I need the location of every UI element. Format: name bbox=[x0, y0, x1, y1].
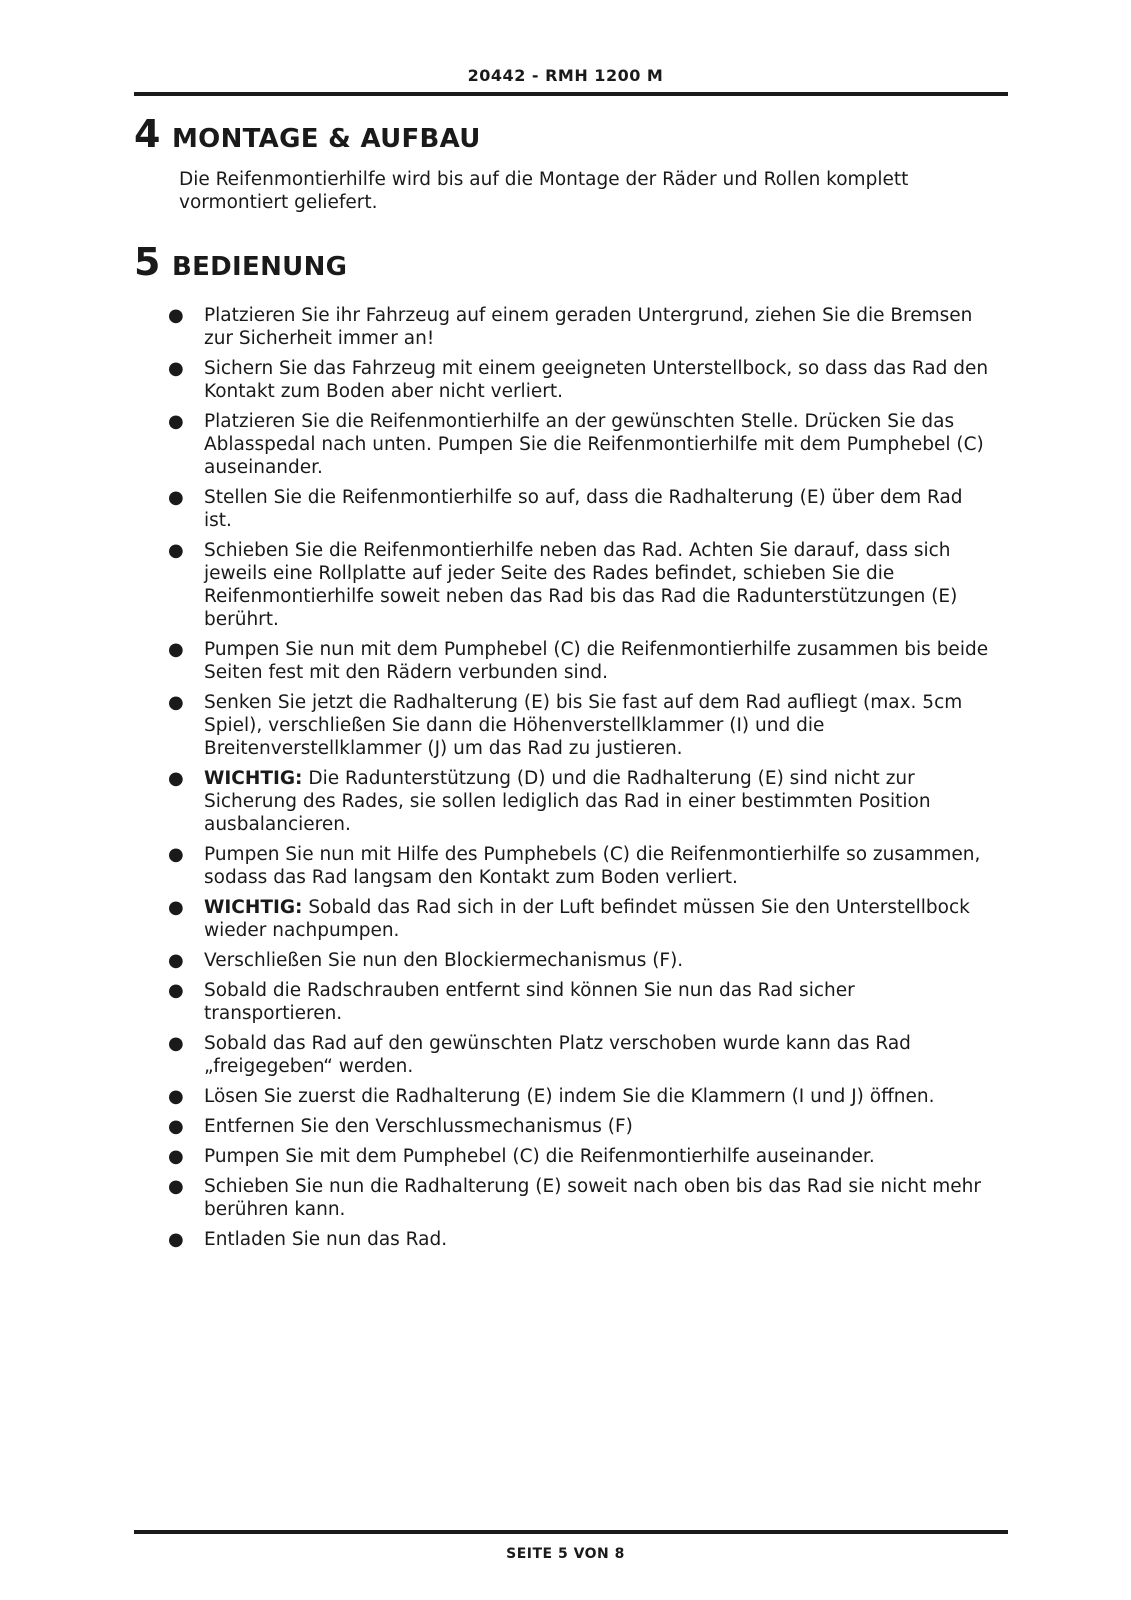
page-number: SEITE 5 VON 8 bbox=[506, 1546, 625, 1562]
list-item bbox=[134, 896, 994, 942]
list-item-text: Pumpen Sie nun mit Hilfe des Pumphebels (C) die Reifenmontierhilfe so zusammen, sodass das Rad langsam den Kontakt zum Boden verliert. bbox=[204, 844, 981, 888]
bullet-icon: ● bbox=[168, 1146, 184, 1167]
section-number: 4 bbox=[134, 112, 161, 156]
list-item-text: Platzieren Sie die Reifenmontierhilfe an der gewünschten Stelle. Drücken Sie das Ablasspedal nach unten. Pumpen Sie die Reifenmontierhilfe mit dem Pumphebel (C) auseinander. bbox=[204, 411, 984, 478]
document-header-title: 20442 - RMH 1200 M bbox=[467, 66, 664, 85]
important-label: WICHTIG: bbox=[204, 768, 303, 789]
list-item bbox=[134, 979, 994, 1025]
list-item bbox=[134, 949, 994, 972]
list-item bbox=[134, 638, 994, 684]
bullet-icon: ● bbox=[168, 1176, 184, 1197]
bullet-icon: ● bbox=[168, 768, 184, 789]
list-item bbox=[134, 1115, 994, 1138]
bullet-icon: ● bbox=[168, 692, 184, 713]
bullet-icon: ● bbox=[168, 487, 184, 508]
section-title: BEDIENUNG bbox=[172, 252, 348, 282]
bullet-icon: ● bbox=[168, 540, 184, 561]
bullet-icon: ● bbox=[168, 897, 184, 918]
section-bedienung bbox=[134, 240, 1008, 1258]
bullet-icon: ● bbox=[168, 305, 184, 326]
bullet-icon: ● bbox=[168, 1229, 184, 1250]
list-item-text: Pumpen Sie nun mit dem Pumphebel (C) die Reifenmontierhilfe zusammen bis beide Seiten fest mit den Rädern verbunden sind. bbox=[204, 639, 989, 683]
section-title: MONTAGE & AUFBAU bbox=[172, 124, 481, 154]
list-item bbox=[134, 357, 994, 403]
list-item-text: Lösen Sie zuerst die Radhalterung (E) indem Sie die Klammern (I und J) öffnen. bbox=[204, 1086, 935, 1107]
section-heading bbox=[134, 112, 1008, 156]
list-item-text: Sichern Sie das Fahrzeug mit einem geeigneten Unterstellbock, so dass das Rad den Kontakt zum Boden aber nicht verliert. bbox=[204, 358, 989, 402]
bullet-icon: ● bbox=[168, 358, 184, 379]
list-item-text: Sobald das Rad sich in der Luft befindet müssen Sie den Unterstellbock wieder nachpumpen. bbox=[204, 897, 970, 941]
list-item-text: Pumpen Sie mit dem Pumphebel (C) die Reifenmontierhilfe auseinander. bbox=[204, 1146, 875, 1167]
list-item bbox=[134, 1085, 994, 1108]
bullet-icon: ● bbox=[168, 411, 184, 432]
bullet-icon: ● bbox=[168, 950, 184, 971]
instruction-list bbox=[134, 304, 1008, 1251]
list-item bbox=[134, 1228, 994, 1251]
list-item bbox=[134, 539, 994, 631]
list-item bbox=[134, 691, 994, 760]
list-item-text: Sobald die Radschrauben entfernt sind können Sie nun das Rad sicher transportieren. bbox=[204, 980, 855, 1024]
list-item bbox=[134, 843, 994, 889]
list-item-text: Verschließen Sie nun den Blockiermechanismus (F). bbox=[204, 950, 684, 971]
list-item bbox=[134, 1032, 994, 1078]
bullet-icon: ● bbox=[168, 844, 184, 865]
bullet-icon: ● bbox=[168, 980, 184, 1001]
section-montage bbox=[134, 112, 1008, 214]
bullet-icon: ● bbox=[168, 1116, 184, 1137]
section-paragraph: Die Reifenmontierhilfe wird bis auf die Montage der Räder und Rollen komplett vormontiert geliefert. bbox=[179, 169, 909, 213]
footer-divider bbox=[134, 1530, 1008, 1534]
header-divider bbox=[134, 92, 1008, 96]
list-item bbox=[134, 486, 994, 532]
bullet-icon: ● bbox=[168, 639, 184, 660]
section-number: 5 bbox=[134, 240, 161, 284]
list-item-text: Sobald das Rad auf den gewünschten Platz verschoben wurde kann das Rad „freigegeben“ werden. bbox=[204, 1033, 911, 1077]
section-heading bbox=[134, 240, 1008, 284]
list-item-text: Schieben Sie nun die Radhalterung (E) soweit nach oben bis das Rad sie nicht mehr berühren kann. bbox=[204, 1176, 981, 1220]
list-item-text: Schieben Sie die Reifenmontierhilfe neben das Rad. Achten Sie darauf, dass sich jeweils eine Rollplatte auf jeder Seite des Rades befindet, schieben Sie die Reifenmontierhilfe soweit neben das Rad bis das Rad die Radunterstützungen (E) berührt. bbox=[204, 540, 958, 630]
list-item-text: Senken Sie jetzt die Radhalterung (E) bis Sie fast auf dem Rad aufliegt (max. 5cm Spiel), verschließen Sie dann die Höhenverstellklammer (I) und die Breitenverstellklammer (J) um das Rad zu justieren. bbox=[204, 692, 963, 759]
list-item bbox=[134, 1175, 994, 1221]
list-item bbox=[134, 410, 994, 479]
bullet-icon: ● bbox=[168, 1086, 184, 1107]
list-item-text: Entladen Sie nun das Rad. bbox=[204, 1229, 448, 1250]
list-item-text: Stellen Sie die Reifenmontierhilfe so auf, dass die Radhalterung (E) über dem Rad ist. bbox=[204, 487, 963, 531]
list-item bbox=[134, 767, 994, 836]
list-item-text: Die Radunterstützung (D) und die Radhalterung (E) sind nicht zur Sicherung des Rades, sie sollen lediglich das Rad in einer bestimmten Position ausbalancieren. bbox=[204, 768, 931, 835]
list-item bbox=[134, 1145, 994, 1168]
important-label: WICHTIG: bbox=[204, 897, 303, 918]
list-item-text: Entfernen Sie den Verschlussmechanismus (F) bbox=[204, 1116, 633, 1137]
bullet-icon: ● bbox=[168, 1033, 184, 1054]
list-item-text: Platzieren Sie ihr Fahrzeug auf einem geraden Untergrund, ziehen Sie die Bremsen zur Sicherheit immer an! bbox=[204, 305, 973, 349]
list-item bbox=[134, 304, 994, 350]
